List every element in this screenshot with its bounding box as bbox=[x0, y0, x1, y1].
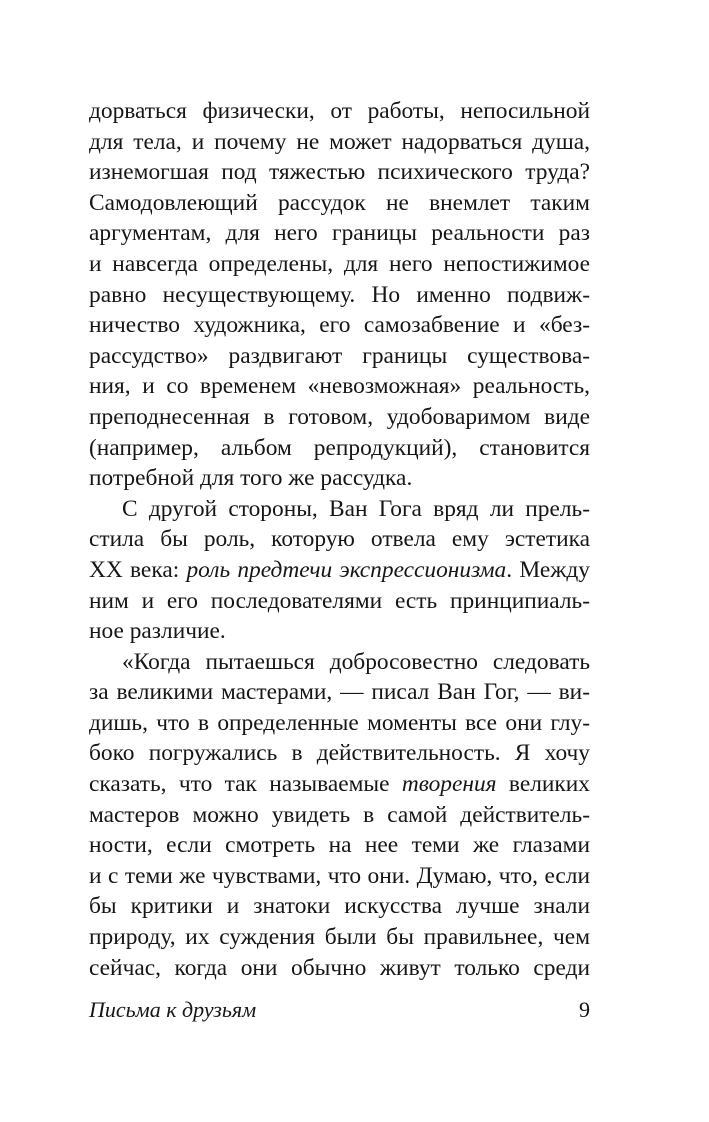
text-line: мастеров можно увидеть в самой действитель- bbox=[89, 801, 590, 828]
text-line: ния, и со временем «невозможная» реальность, bbox=[89, 373, 590, 400]
text-line: и навсегда определены, для него непостижимое bbox=[89, 250, 590, 277]
italic-emphasis: творения bbox=[401, 771, 497, 798]
text-line: бы критики и знатоки искусства лучше знали bbox=[89, 893, 590, 920]
text-line: потребной для того же рассудка. bbox=[89, 465, 413, 492]
italic-emphasis: роль предтечи экспрессионизма bbox=[186, 556, 507, 583]
running-footer-title: Письма к друзьям bbox=[89, 997, 257, 1022]
text-line: ное различие. bbox=[89, 618, 226, 645]
text-line: «Когда пытаешься добросовестно следовать bbox=[122, 648, 590, 675]
text-segment: сказать, что так называемые bbox=[89, 771, 402, 798]
text-segment: XX века: bbox=[89, 556, 187, 583]
text-line: ним и его последователями есть принципиаль- bbox=[89, 587, 590, 614]
text-line: изнемогшая под тяжестью психического труда? bbox=[89, 159, 590, 186]
text-line: преподнесенная в готовом, удобоваримом виде bbox=[89, 403, 590, 430]
text-line: природу, их суждения были бы правильнее, чем bbox=[89, 924, 590, 951]
body-text bbox=[89, 96, 590, 983]
text-line: Самодовлеющий рассудок не внемлет таким bbox=[89, 189, 590, 216]
text-line: С другой стороны, Ван Гога вряд ли прель- bbox=[122, 495, 590, 522]
text-line bbox=[89, 769, 590, 800]
text-line bbox=[89, 555, 590, 586]
text-line: дишь, что в определенные моменты все они глу- bbox=[89, 709, 590, 736]
page-number: 9 bbox=[579, 997, 590, 1022]
text-segment: . Между bbox=[506, 556, 590, 583]
text-line: аргументам, для него границы реальности раз bbox=[89, 220, 590, 247]
text-line: (например, альбом репродукций), становится bbox=[89, 434, 590, 461]
text-line: дорваться физически, от работы, непосильной bbox=[89, 98, 590, 124]
text-line: сейчас, когда они обычно живут только среди bbox=[89, 954, 590, 981]
text-line: для тела, и почему не может надорваться душа, bbox=[89, 128, 590, 155]
text-segment: великих bbox=[496, 771, 590, 798]
text-line: стила бы роль, которую отвела ему эстетика bbox=[89, 526, 590, 553]
text-line: ности, если смотреть на нее теми же глазами bbox=[89, 832, 590, 859]
text-line: равно несуществующему. Но именно подвиж- bbox=[89, 281, 590, 308]
text-line: рассудство» раздвигают границы существова- bbox=[89, 342, 590, 369]
page-footer bbox=[89, 997, 590, 1029]
text-line: боко погружались в действительность. Я хочу bbox=[89, 740, 590, 767]
text-line: и с теми же чувствами, что они. Думаю, что, если bbox=[89, 862, 590, 889]
text-line: ничество художника, его самозабвение и «без- bbox=[89, 312, 590, 339]
text-line: за великими мастерами, — писал Ван Гог, — ви- bbox=[89, 679, 590, 706]
